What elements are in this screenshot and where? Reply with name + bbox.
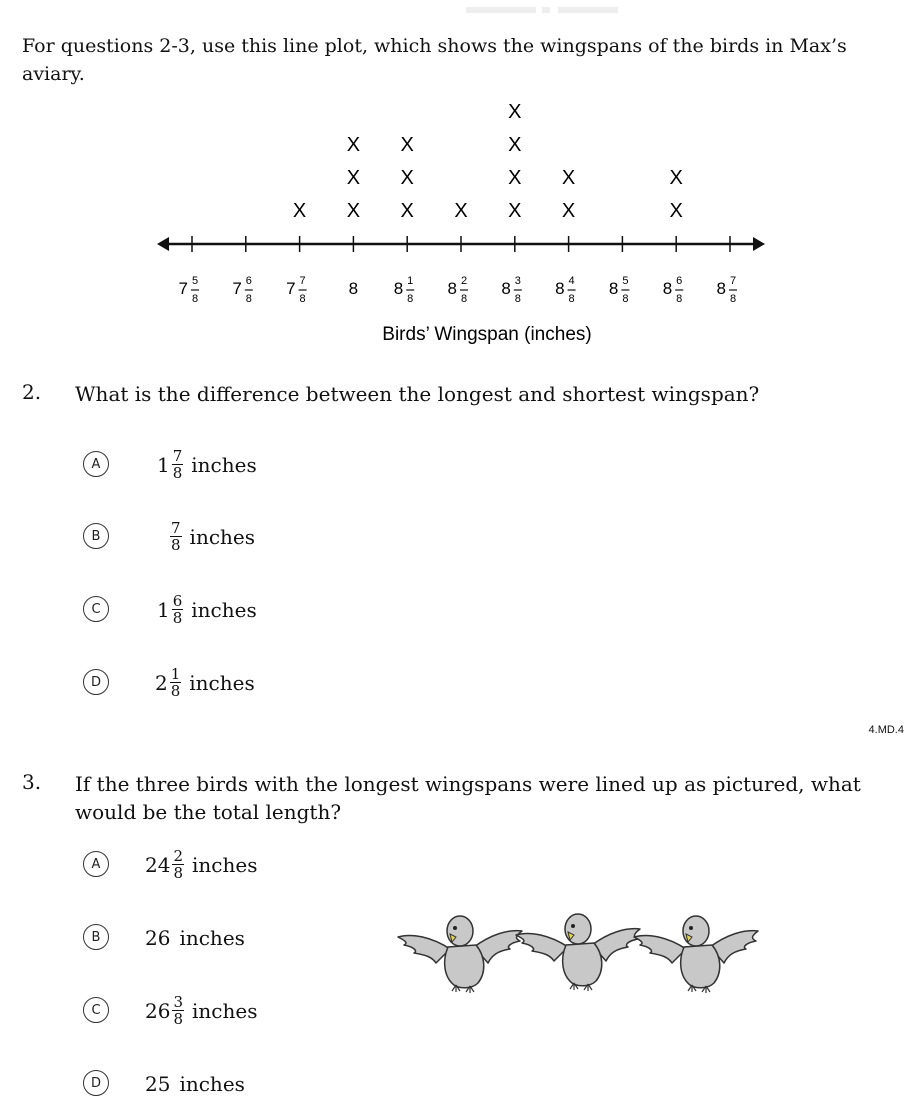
tick-label (448, 275, 468, 305)
tick-label (717, 275, 737, 305)
plot-markers (293, 101, 683, 222)
fraction: $\frac{7}{8}$ (172, 447, 183, 482)
tick-label (555, 275, 575, 305)
plot-x-marker: X (292, 200, 307, 222)
axis-arrow-right (753, 237, 765, 251)
plot-x-marker: X (346, 167, 361, 189)
tick-label-whole: 8 (447, 279, 457, 298)
tick-labels (179, 275, 737, 305)
q3-choice-c-bubble[interactable]: C (83, 997, 109, 1023)
q2-choice-c-bubble[interactable]: C (83, 596, 109, 622)
fraction: $\frac{2}{8}$ (173, 847, 183, 882)
birds-illustration (392, 905, 772, 995)
q2-choice-b[interactable]: $\frac{7}{8}$ inches (171, 519, 256, 554)
tick-label (232, 275, 252, 305)
plot-x-marker: X (346, 200, 361, 222)
tick-label-denominator: 8 (191, 293, 199, 305)
tick-label-whole: 8 (608, 279, 619, 298)
tick-label (349, 279, 358, 298)
fraction: $\frac{1}{8}$ (170, 665, 181, 700)
tick-label-whole: 8 (393, 279, 404, 298)
tick-label-whole: 8 (662, 279, 673, 298)
bird-1 (398, 916, 522, 993)
intro-text: For questions 2-3, use this line plot, which shows the wingspans of the birds in Max’s aviary. (22, 35, 847, 85)
tick-label-numerator: 6 (676, 275, 683, 287)
tick-label-denominator: 8 (622, 293, 629, 305)
q3-choice-d-bubble[interactable]: D (83, 1070, 109, 1096)
tick-label-whole: 8 (716, 279, 726, 298)
plot-x-marker: X (454, 200, 468, 222)
plot-x-marker: X (346, 134, 361, 156)
tick-label-whole: 8 (501, 279, 511, 298)
number-line-axis (157, 236, 765, 252)
tick-label-numerator: 5 (191, 275, 199, 287)
fraction: $\frac{3}{8}$ (173, 993, 183, 1028)
plot-x-marker: X (669, 167, 683, 189)
q3-choice-d[interactable]: 25 inches (145, 1072, 245, 1096)
axis-arrow-left (157, 237, 169, 251)
tick-label-numerator: 2 (460, 275, 468, 287)
plot-x-marker: X (669, 200, 683, 222)
tick-label (663, 275, 683, 305)
tick-label (609, 275, 629, 305)
tick-label (286, 275, 306, 305)
q3-choice-a-bubble[interactable]: A (83, 851, 109, 877)
tick-label-denominator: 8 (245, 293, 252, 305)
q3-choice-b[interactable]: 26 inches (145, 926, 245, 950)
tick-label-denominator: 8 (729, 293, 737, 305)
plot-x-marker: X (508, 101, 522, 123)
tick-label-whole: 8 (555, 279, 565, 298)
tick-label-denominator: 8 (676, 293, 683, 305)
q3-choice-a[interactable]: 24 $\frac{2}{8}$ inches (145, 847, 258, 882)
plot-x-marker: X (561, 167, 576, 189)
q2-choice-b-bubble[interactable]: B (83, 523, 109, 549)
tick-label-denominator: 8 (299, 293, 306, 305)
q3-text: If the three birds with the longest wingspans were lined up as pictured, what would be the total length? (75, 772, 861, 824)
plot-x-marker: X (400, 134, 414, 156)
plot-x-marker: X (400, 200, 414, 222)
bird-2 (516, 914, 640, 991)
plot-x-marker: X (400, 167, 414, 189)
q2-number: 2. (22, 380, 42, 404)
fraction: $\frac{6}{8}$ (172, 592, 183, 627)
tick-label-whole: 7 (178, 279, 188, 298)
tick-label-numerator: 5 (622, 275, 629, 287)
tick-label-numerator: 7 (729, 275, 737, 287)
plot-x-marker: X (508, 200, 522, 222)
tick-label-denominator: 8 (460, 293, 468, 305)
tick-label-numerator: 3 (514, 275, 521, 287)
tick-label-denominator: 8 (514, 293, 521, 305)
line-plot (0, 0, 910, 360)
fraction: $\frac{7}{8}$ (171, 519, 181, 554)
axis-label: Birds’ Wingspan (inches) (382, 324, 592, 345)
q2-choice-a[interactable]: 1 $\frac{7}{8}$ inches (157, 447, 257, 482)
q2-choice-d[interactable]: 2 $\frac{1}{8}$ inches (155, 665, 255, 700)
tick-label (501, 275, 521, 305)
q2-text: What is the difference between the longest and shortest wingspan? (75, 382, 760, 406)
tick-label-numerator: 4 (568, 275, 575, 287)
tick-label-numerator: 1 (407, 275, 414, 287)
q3-choice-c[interactable]: 26 $\frac{3}{8}$ inches (145, 993, 258, 1028)
q2-choice-a-bubble[interactable]: A (83, 451, 109, 477)
q3-choice-b-bubble[interactable]: B (83, 924, 109, 950)
tick-label-denominator: 8 (568, 293, 575, 305)
tick-label-denominator: 8 (407, 293, 414, 305)
tick-label-whole: 7 (232, 279, 242, 298)
standard-code: 4.MD.4 (868, 724, 904, 736)
tick-label-numerator: 7 (299, 275, 306, 287)
tick-label-whole: 7 (286, 279, 296, 298)
tick-label (179, 275, 199, 305)
tick-label (394, 275, 414, 305)
tick-label-numerator: 6 (245, 275, 252, 287)
tick-label-whole: 8 (348, 279, 359, 298)
q3-number: 3. (22, 770, 42, 794)
bird-3 (634, 916, 758, 993)
plot-x-marker: X (561, 200, 576, 222)
plot-x-marker: X (508, 134, 522, 156)
plot-x-marker: X (508, 167, 522, 189)
q2-choice-c[interactable]: 1 $\frac{6}{8}$ inches (157, 592, 257, 627)
q2-choice-d-bubble[interactable]: D (83, 669, 109, 695)
